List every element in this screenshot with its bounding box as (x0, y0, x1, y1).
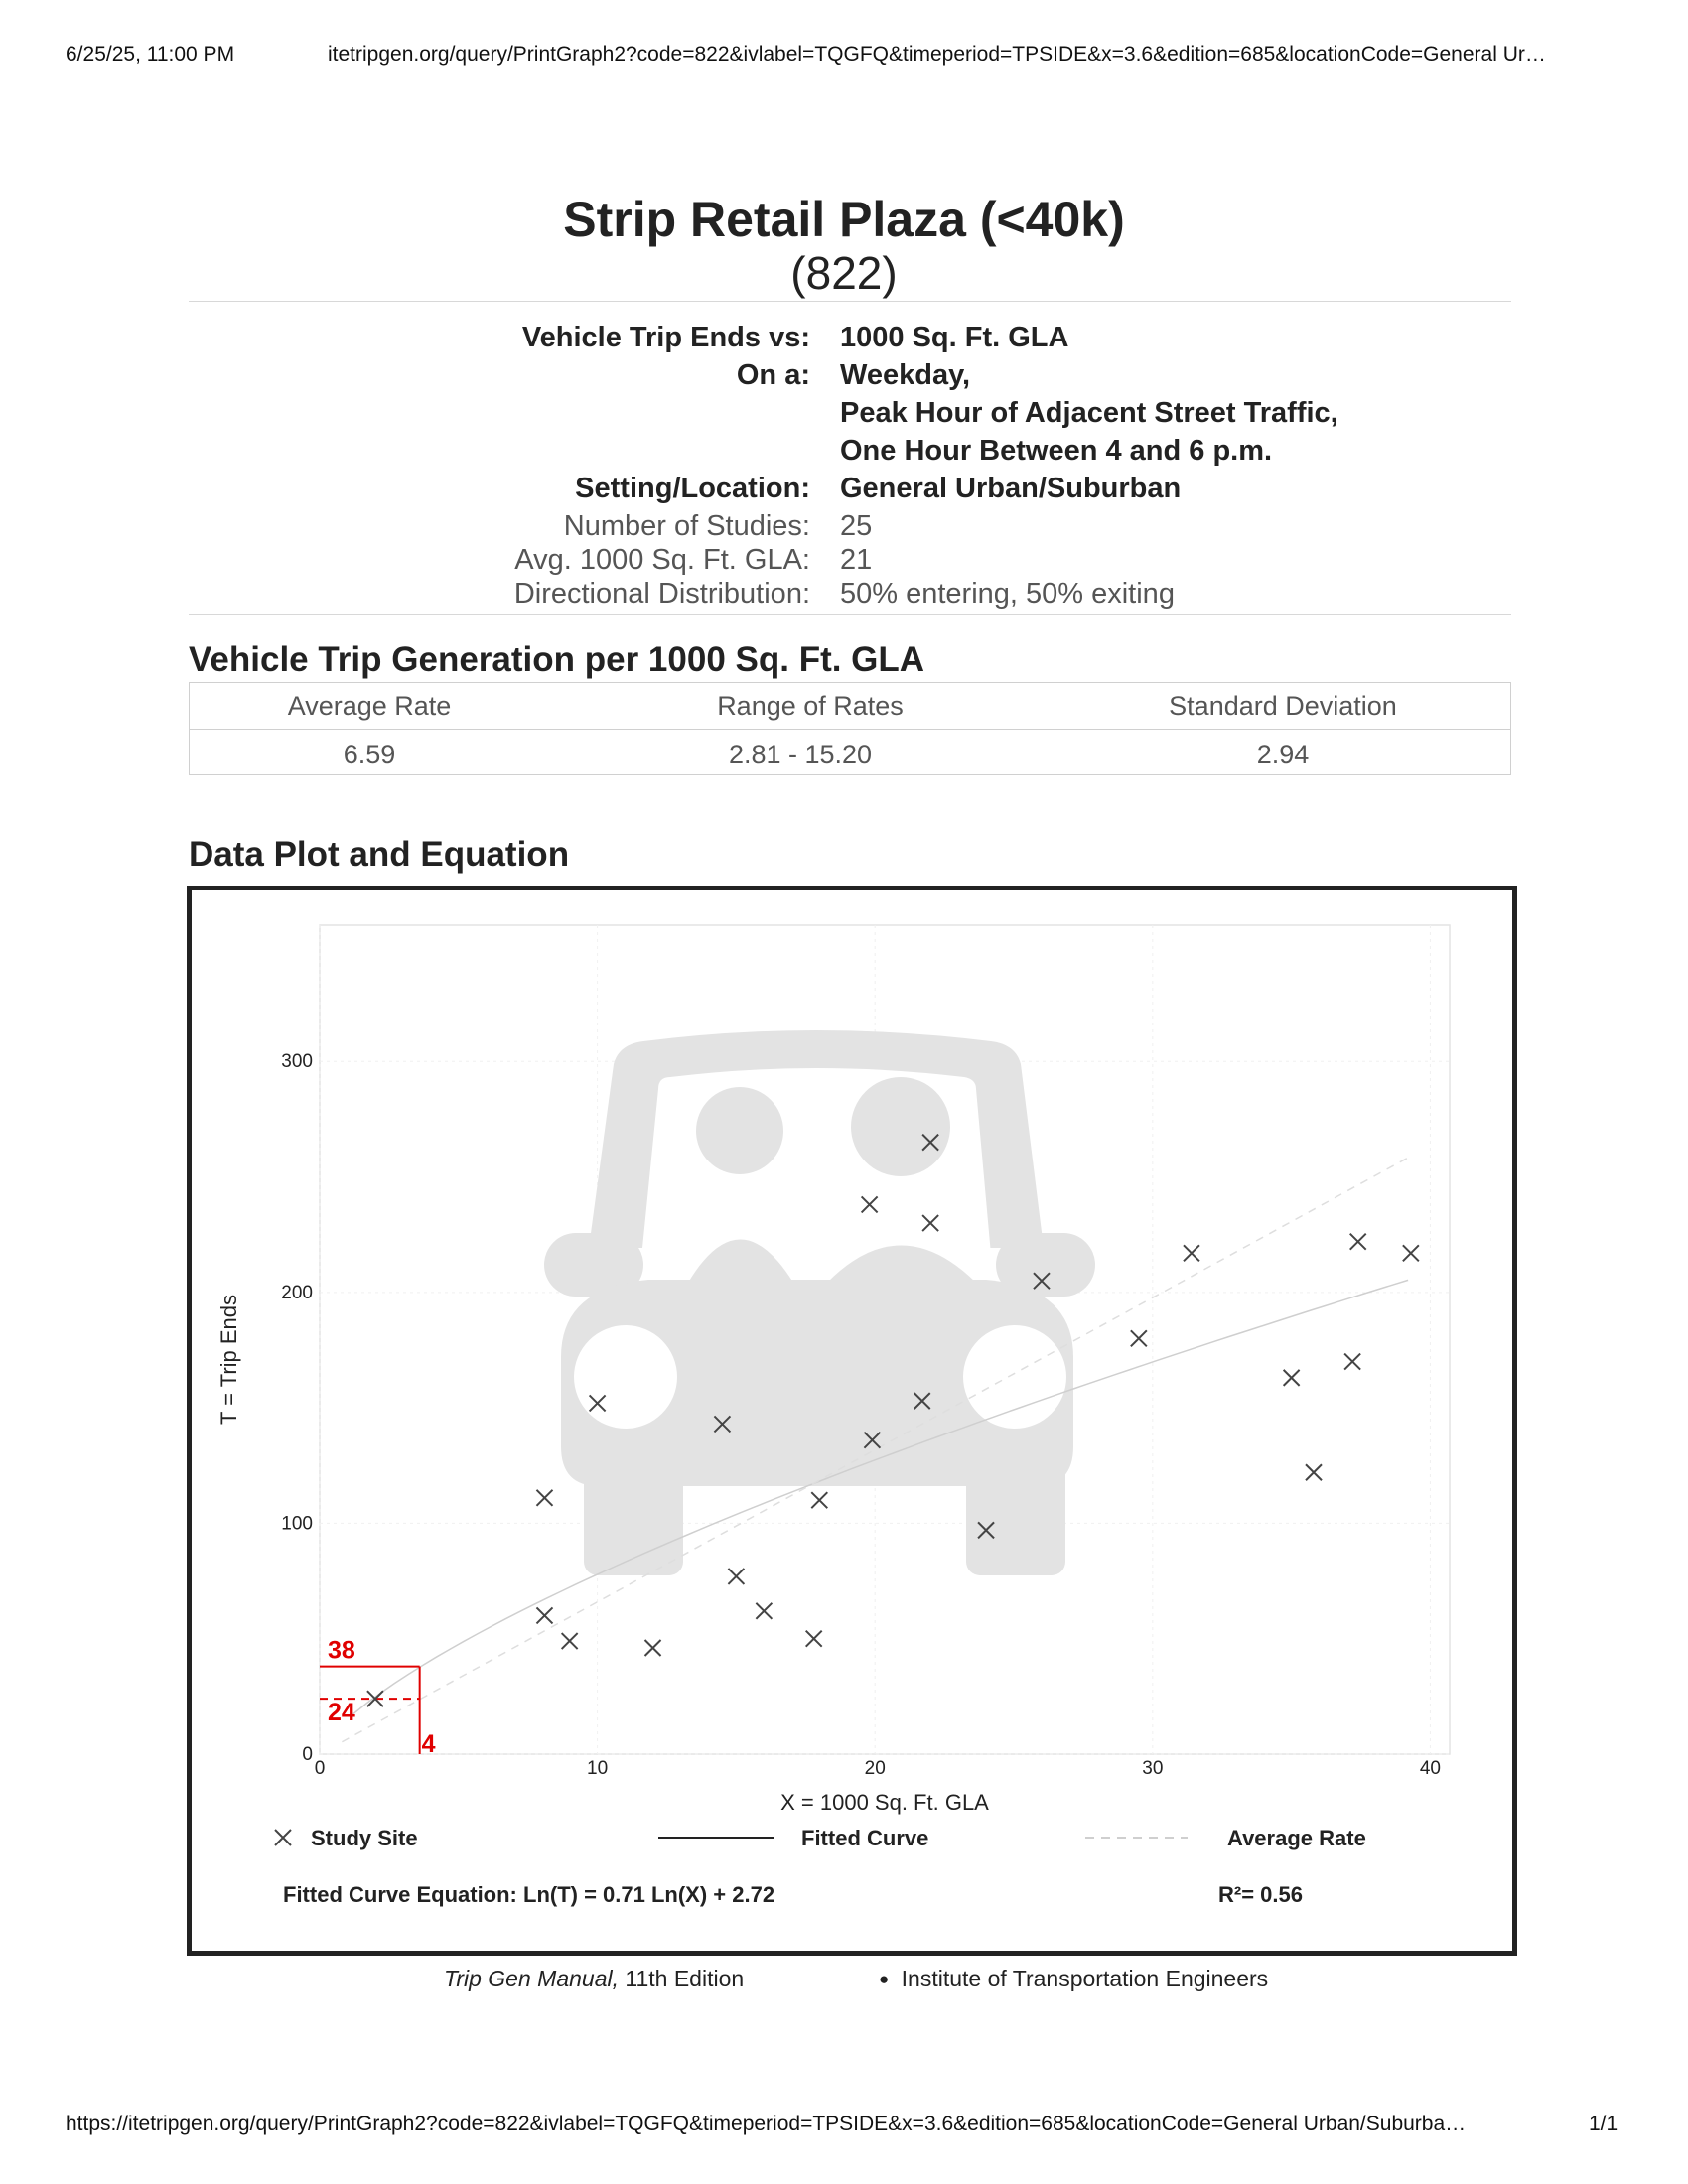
setting-label: Setting/Location: (575, 473, 810, 504)
car-wheel-left (584, 1446, 683, 1575)
info-row-studies (189, 510, 1511, 546)
page-number: 1/1 (1589, 2113, 1618, 2135)
x-axis-title: X = 1000 Sq. Ft. GLA (780, 1790, 989, 1815)
on-a-line1: Weekday, (840, 359, 971, 391)
setting-value: General Urban/Suburban (840, 473, 1182, 504)
directional-value: 50% entering, 50% exiting (840, 578, 1175, 610)
manual-title: Trip Gen Manual, (444, 1966, 619, 1991)
x-tick-label: 0 (314, 1758, 326, 1779)
info-row-on-a (189, 359, 1511, 395)
divider (189, 301, 1511, 302)
scatter-chart (192, 890, 1512, 1951)
page-title: Strip Retail Plaza (<40k) (563, 192, 1125, 247)
x-tick-label: 40 (1419, 1758, 1441, 1779)
legend-study-site-label: Study Site (311, 1826, 418, 1850)
plot-frame (187, 886, 1517, 1956)
on-a-line2: Peak Hour of Adjacent Street Traffic, (840, 397, 1338, 429)
range-value: 2.81 - 15.20 (728, 740, 873, 769)
r-squared: R²= 0.56 (1218, 1882, 1303, 1907)
std-dev-value: 2.94 (1256, 740, 1310, 769)
print-datetime: 6/25/25, 11:00 PM (66, 43, 235, 66)
car-headlight-left (574, 1325, 677, 1429)
info-row-setting (189, 473, 1511, 508)
range-header: Range of Rates (717, 691, 904, 721)
annotation-average-label: 24 (328, 1699, 355, 1727)
info-row-on-a-2 (189, 397, 1511, 433)
legend-fitted-curve-label: Fitted Curve (801, 1826, 929, 1850)
print-footer-url[interactable]: https://itetripgen.org/query/PrintGraph2?code=822&ivlabel=TQGFQ&timeperiod=TPSIDE&x=3.6&edition=685&locationCode=General Urban/Suburba… (66, 2113, 1467, 2135)
institute-name: Institute of Transportation Engineers (901, 1966, 1269, 1991)
info-row-avg-gla (189, 544, 1511, 580)
manual-edition: 11th Edition (618, 1966, 745, 1991)
table-divider (190, 729, 1510, 730)
on-a-line3: One Hour Between 4 and 6 p.m. (840, 435, 1273, 467)
studies-value: 25 (840, 510, 873, 542)
annotation-x-label: 4 (421, 1730, 436, 1758)
print-header-url[interactable]: itetripgen.org/query/PrintGraph2?code=822&ivlabel=TQGFQ&timeperiod=TPSIDE&x=3.6&edition=685&locationCode=General Ur… (328, 43, 1546, 66)
x-tick-label: 30 (1142, 1758, 1164, 1779)
manual-credit (444, 1966, 744, 1992)
info-row-trip-ends (189, 322, 1511, 357)
annotation-fitted-label: 38 (328, 1636, 355, 1665)
divider (189, 614, 1511, 615)
avg-gla-label: Avg. 1000 Sq. Ft. GLA: (514, 544, 810, 576)
fitted-curve-equation: Fitted Curve Equation: Ln(T) = 0.71 Ln(X) + 2.72 (283, 1882, 775, 1907)
directional-label: Directional Distribution: (513, 578, 810, 610)
info-row-on-a-3 (189, 435, 1511, 471)
avg-gla-value: 21 (840, 544, 873, 576)
x-tick-label: 10 (587, 1758, 609, 1779)
trip-ends-label: Vehicle Trip Ends vs: (521, 322, 810, 353)
std-dev-header: Standard Deviation (1169, 691, 1397, 721)
y-tick-label: 0 (302, 1744, 313, 1765)
rates-table (189, 682, 1511, 775)
legend-study-site-marker (275, 1830, 291, 1845)
passenger-head-right (851, 1077, 950, 1176)
y-axis-title: T = Trip Ends (216, 1294, 241, 1426)
rates-section-title: Vehicle Trip Generation per 1000 Sq. Ft. GLA (189, 640, 925, 679)
car-wheel-right (966, 1446, 1065, 1575)
y-tick-label: 300 (281, 1051, 313, 1073)
land-use-code: (822) (790, 247, 898, 299)
passenger-head-left (696, 1087, 783, 1174)
info-row-directional (189, 578, 1511, 614)
on-a-label: On a: (736, 359, 810, 391)
legend-average-rate-label: Average Rate (1227, 1826, 1366, 1850)
institute-credit (879, 1966, 1268, 1992)
bullet-icon: ● (879, 1970, 890, 1988)
car-headlight-right (963, 1325, 1066, 1429)
avg-rate-value: 6.59 (343, 740, 396, 769)
y-tick-label: 100 (281, 1513, 313, 1535)
plot-section-title: Data Plot and Equation (189, 835, 570, 874)
y-tick-label: 200 (281, 1282, 313, 1303)
studies-label: Number of Studies: (563, 510, 810, 542)
trip-ends-value: 1000 Sq. Ft. GLA (840, 322, 1069, 353)
x-tick-label: 20 (864, 1758, 886, 1779)
avg-rate-header: Average Rate (287, 691, 452, 721)
